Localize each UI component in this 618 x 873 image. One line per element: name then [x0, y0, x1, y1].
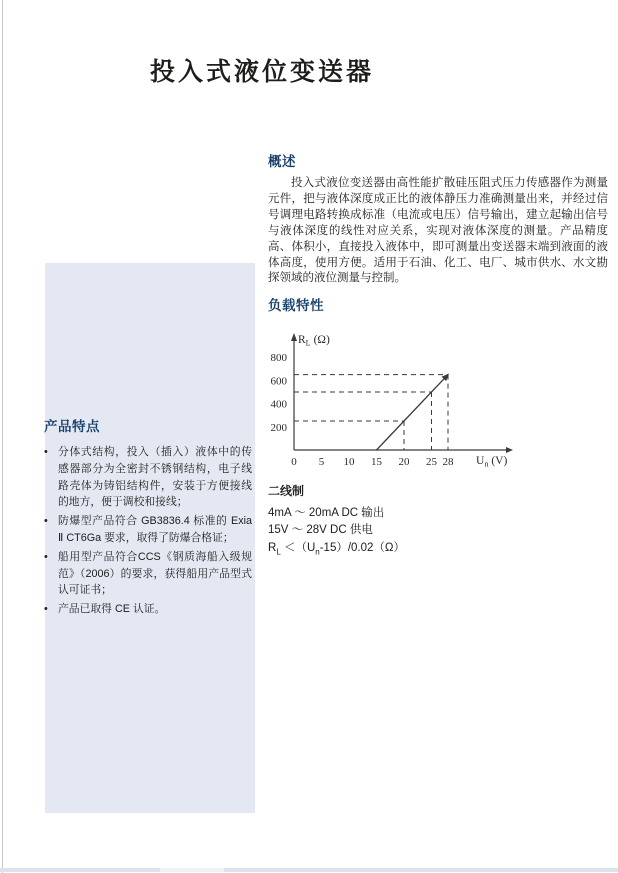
formula-part: -15）/0.02（Ω）: [319, 542, 406, 554]
svg-text:600: 600: [270, 375, 287, 388]
svg-text:20: 20: [398, 456, 410, 468]
load-characteristics-heading: 负载特性: [268, 298, 324, 313]
svg-text:25: 25: [426, 456, 437, 468]
formula-part: ＜（U: [280, 542, 316, 554]
bullet-icon: •: [44, 515, 48, 528]
bullet-icon: •: [44, 603, 48, 616]
twowire-label: 二线制: [268, 484, 305, 498]
feature-item: [44, 549, 256, 599]
feature-text: 防爆型产品符合 GB3836.4 标准的 Exia Ⅱ CT6Ga 要求，取得了防爆合格证；: [58, 515, 252, 544]
svg-text:28: 28: [442, 456, 454, 468]
svg-text:RL(Ω): $R_L$ (Ω): [298, 334, 330, 348]
svg-text:400: 400: [270, 398, 287, 411]
overview-heading: 概述: [268, 154, 296, 169]
feature-item: [44, 444, 256, 511]
overview-section: [268, 150, 608, 287]
footer-strip: [0, 868, 618, 872]
svg-text:800: 800: [270, 352, 287, 365]
spec-output: 4mA ～ 20mA DC 输出: [268, 507, 385, 519]
bullet-icon: •: [44, 550, 48, 563]
formula-part: R: [268, 542, 277, 554]
load-resistance-formula: [268, 539, 588, 555]
feature-text: 产品已取得 CE 认证。: [58, 603, 166, 616]
feature-text: 分体式结构，投入（插入）液体中的传感器部分为全密封不锈钢结构，电子线路壳体为铸铝结构件，安装于方便接线的地方，便于调校和接线；: [58, 446, 252, 509]
footer-strip-segment: [160, 868, 224, 872]
svg-text:15: 15: [371, 456, 382, 468]
spec-supply: 15V ～ 28V DC 供电: [268, 524, 373, 536]
formula-sub: n: [315, 547, 320, 557]
svg-text:0: 0: [291, 456, 297, 468]
formula-sub: L: [276, 547, 281, 557]
page-title: 投入式液位变送器: [150, 58, 375, 86]
bullet-icon: •: [44, 446, 48, 458]
feature-text: 船用型产品符合CCS《钢质海船入级规范》（2006）的要求，获得船用产品型式认可证书；: [58, 550, 252, 597]
feature-item: [44, 601, 256, 618]
features-section: [44, 415, 256, 620]
svg-text:5: 5: [318, 456, 325, 468]
footer-strip-segment: [0, 868, 160, 872]
svg-text:200: 200: [270, 421, 287, 434]
page-left-edge-line: [2, 0, 3, 873]
svg-text:10: 10: [343, 456, 355, 468]
features-list: [44, 444, 256, 618]
overview-body: 投入式液位变送器由高性能扩散硅压阻式压力传感器作为测量元件，把与液体深度成正比的液体静压力准确测量出来，并经过信号调理电路转换成标准（电流或电压）信号输出，建立起输出信号与液体深度的线性对应关系，实现对液体深度的测量。产品精度高、体积小，直接投入液体中，即可测量出变送器末端到液面的液体高度，使用方便。适用于石油、化工、电厂、城市供水、水文勘探领域的液位测量与控制。: [268, 177, 608, 285]
footer-strip-segment: [224, 868, 618, 872]
load-chart: [268, 330, 568, 475]
feature-item: [44, 513, 256, 547]
svg-text:Un(V): $U_n$ (V): [476, 455, 508, 469]
features-heading: 产品特点: [44, 419, 100, 434]
